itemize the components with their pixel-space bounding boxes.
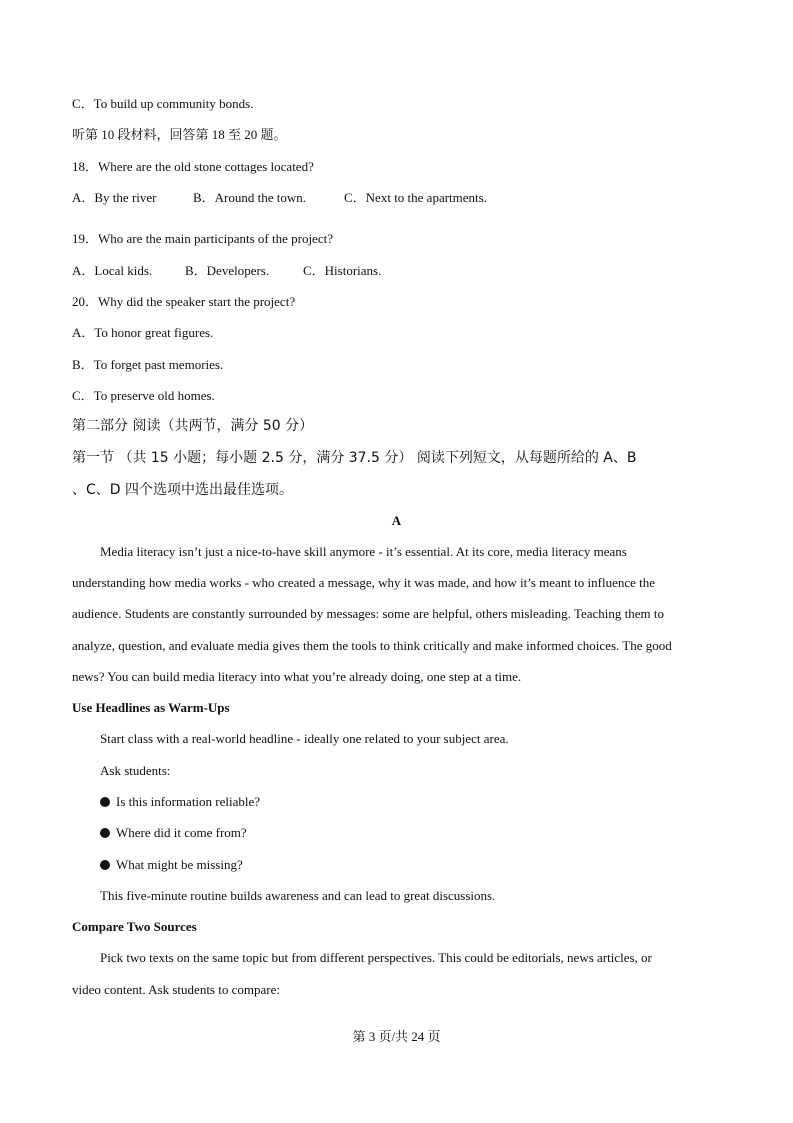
page-footer: 第 3 页/共 24 页	[352, 1029, 441, 1044]
q20-option-c: C．To preserve old homes.	[72, 388, 215, 403]
bullet-icon	[100, 860, 110, 870]
part2-title: 第二部分 阅读（共两节，满分 50 分）	[72, 418, 314, 434]
compare-line1: Pick two texts on the same topic but from different perspectives. This could be editorials, news articles, or	[100, 950, 652, 965]
headlines-end: This five-minute routine builds awareness and can lead to great discussions.	[100, 888, 496, 903]
q19-option-b: B．Developers.	[185, 263, 270, 278]
section1-instruction-line2: 、C、D 四个选项中选出最佳选项。	[72, 482, 294, 498]
listening-intro-10: 听第 10 段材料，回答第 18 至 20 题。	[72, 127, 287, 142]
compare-line2: video content. Ask students to compare:	[72, 982, 280, 997]
q17-option-c: C．To build up community bonds.	[72, 96, 254, 111]
bullet-item: What might be missing?	[100, 857, 243, 873]
para1-line5: news? You can build media literacy into what you’re already doing, one step at a time.	[72, 669, 522, 684]
heading-compare-sources: Compare Two Sources	[72, 919, 197, 934]
section1-instruction-line1: 第一节 （共 15 小题；每小题 2.5 分，满分 37.5 分） 阅读下列短文，从每题所给的 A、B	[72, 450, 637, 466]
headlines-ask: Ask students:	[100, 763, 171, 778]
q18-options	[72, 190, 487, 206]
passage-letter: A	[391, 513, 402, 528]
q20-option-b: B．To forget past memories.	[72, 357, 224, 372]
headlines-line1: Start class with a real-world headline - ideally one related to your subject area.	[100, 731, 509, 746]
q18-option-a: A．By the river	[72, 190, 157, 205]
q18-option-b: B．Around the town.	[193, 190, 307, 205]
q18-option-c: C．Next to the apartments.	[344, 190, 487, 205]
bullet-icon	[100, 828, 110, 838]
q20-stem: 20．Why did the speaker start the project?	[72, 294, 296, 309]
para1-line1: Media literacy isn’t just a nice-to-have skill anymore - it’s essential. At its core, media literacy means	[100, 544, 627, 559]
q18-stem: 18．Where are the old stone cottages located?	[72, 159, 314, 174]
bullet-item: Where did it come from?	[100, 825, 247, 841]
heading-use-headlines: Use Headlines as Warm-Ups	[72, 700, 230, 715]
q19-option-c: C．Historians.	[303, 263, 382, 278]
bullet-item: Is this information reliable?	[100, 794, 260, 810]
q19-option-a: A．Local kids.	[72, 263, 153, 278]
q20-option-a: A．To honor great figures.	[72, 325, 214, 340]
q19-stem: 19．Who are the main participants of the project?	[72, 231, 333, 246]
para1-line4: analyze, question, and evaluate media gives them the tools to think critically and make informed choices. The good	[72, 638, 672, 653]
para1-line2: understanding how media works - who created a message, why it was made, and how it’s meant to influence the	[72, 575, 656, 590]
bullet-icon	[100, 797, 110, 807]
q19-options	[72, 263, 381, 279]
para1-line3: audience. Students are constantly surrounded by messages: some are helpful, others misleading. Teaching them to	[72, 606, 665, 621]
